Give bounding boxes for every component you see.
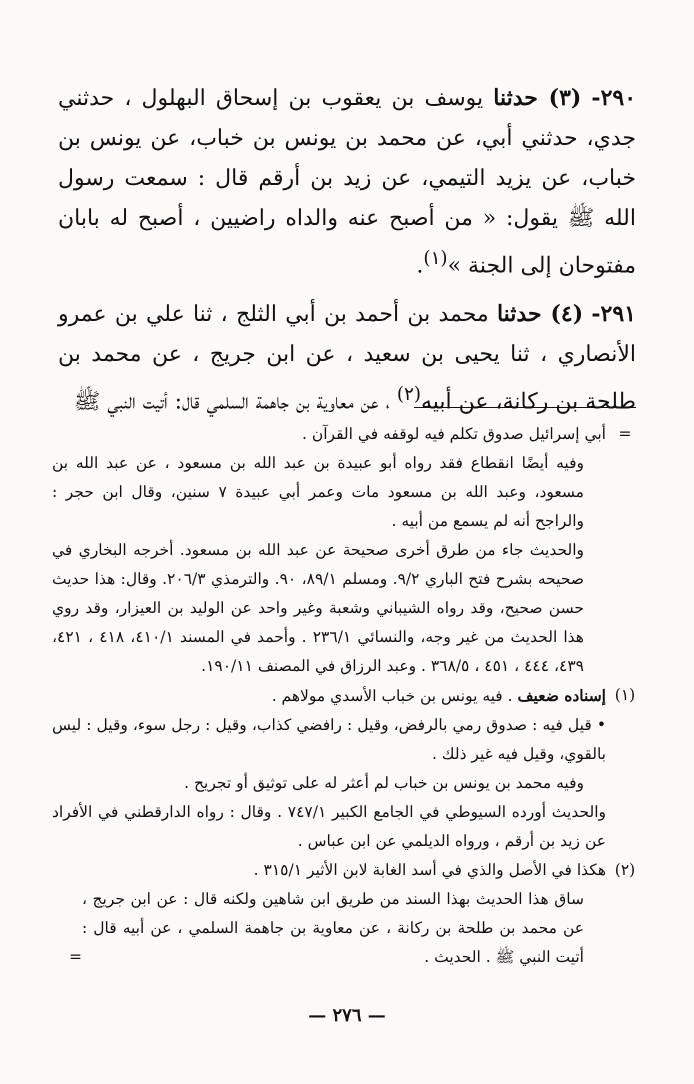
matn-text: « من أصبح عنه والداه راضيين ، أصبح له بابان مفتوحان إلى الجنة » — [58, 206, 636, 279]
footnote-number: (١) — [614, 686, 636, 704]
isnad-text: يوسف بن يعقوب بن إسحاق البهلول ، حدثني جدي، حدثني أبي، عن محمد بن يونس بن خباب، عن يونس بن خباب، عن يزيد التيمي، عن زيد بن أرقم قال : سمعت رسول الله ﷺ يقول: — [58, 86, 637, 231]
footnote-paragraph: وفيه أيضًا انقطاع فقد رواه أبو عبيدة بن عبد الله بن مسعود ، عن عبد الله بن مسعود، وعبد الله بن مسعود مات وعمر أبي عبيدة ٧ سنين، وقال ابن حجر : والراجح أنه لم يسمع من أبيه . — [52, 454, 584, 530]
footnote-ref[interactable]: (١) — [423, 248, 448, 269]
isnad-text: ، عن معاوية بن جاهمة السلمي قال: أتيت النبي ﷺ — [73, 389, 390, 415]
continuation-mark: = — [69, 948, 82, 966]
footnote-paragraph: والحديث جاء من طرق أخرى صحيحة عن عبد الله بن مسعود. أخرجه البخاري في صحيحه بشرح فتح الباري ٩/٢. ومسلم ٨٩/١، ٩٠. والترمذي ٢٠٦/٣. وقال: هذا حديث حسن صحيح، وقد رواه الشيباني وشعبة وغير واحد عن الوليد بن العيزار، وقد روي هذا الحديث من غير وجه، والنسائي ٢٣٦/١ . وأحمد في المسند ٤١٠/١، ٤١٨ ، ٤٢١، ٤٣٩، ٤٤٤ ، ٤٥١ ، ٣٦٨/٥ . وعبد الرزاق في المصنف ١٩٠/١١. — [52, 541, 584, 675]
bullet-icon: • — [596, 716, 606, 734]
footnote-paragraph: وفيه محمد بن يونس بن خباب لم أعثر له على توثيق أو تجريح . — [184, 774, 584, 792]
footnote-separator — [414, 407, 636, 408]
footnote-line — [52, 681, 606, 711]
footnote-text: . فيه يونس بن خباب الأسدي مولاهم . — [271, 687, 513, 705]
hadith-number: ٢٩١- — [591, 301, 636, 328]
footnote-line: أبي إسرائيل صدوق تكلم فيه لوقفه في القرآن . — [301, 425, 606, 443]
footnote-number: (٢) — [614, 861, 636, 879]
footnote-continuation — [52, 420, 644, 681]
footnote-line: هكذا في الأصل والذي في أسد الغابة لابن الأثير ٣١٥/١ . — [253, 861, 606, 879]
hadith-opener: (٤) حدثنا — [496, 301, 584, 328]
continuation-mark: = — [618, 425, 632, 443]
hadith-290: ٢٩٠- (٣) حدثنا يوسف بن يعقوب بن إسحاق البهلول ، حدثني جدي، حدثني أبي، عن محمد بن يونس بن خباب، عن يونس بن خباب، عن يزيد التيمي، عن زيد بن أرقم قال : سمعت رسول الله ﷺ يقول: « من أصبح عنه والداه راضيين ، أصبح له بابان مفتوحان إلى الجنة »$^{(١)}$. — [58, 85, 637, 279]
footnote-1 — [52, 681, 644, 856]
grading-label: إسناده ضعيف — [517, 686, 606, 705]
hadith-number: ٢٩٠- — [591, 85, 637, 111]
footnote-paragraph-wrap — [52, 885, 606, 972]
footnote-ref[interactable]: (٢) — [396, 384, 421, 406]
hadith-opener: (٣) حدثنا — [493, 85, 582, 111]
page-number: — ٢٧٦ — — [308, 1005, 386, 1026]
footnote-paragraph — [52, 711, 606, 769]
footnotes — [52, 420, 644, 972]
footnote-2 — [52, 856, 644, 972]
hadith-291 — [58, 294, 636, 422]
isnad-text: محمد بن أحمد بن أبي الثلج ، ثنا علي بن عمرو الأنصاري ، ثنا يحيى بن سعيد ، عن ابن جريج ، عن محمد بن طلحة بن ركانة، عن أبيه — [58, 302, 636, 415]
main-text — [58, 78, 636, 423]
footnote-text: قيل فيه : صدوق رمي بالرفض، وقيل : رافضي كذاب، وقيل : رجل سوء، وقيل : ليس بالقوي، وقيل فيه غير ذلك . — [52, 716, 606, 763]
footnote-paragraph: ساق هذا الحديث بهذا السند من طريق ابن شاهين ولكنه قال : عن ابن جريج ، عن محمد بن طلحة بن ركانة ، عن معاوية بن جاهمة السلمي ، عن أبيه قال : أتيت النبي ﷺ . الحديث . — [82, 890, 584, 966]
footnote-paragraph: والحديث أورده السيوطي في الجامع الكبير ٧٤٧/١ . وقال : رواه الدارقطني في الأفراد عن زيد بن أرقم ، ورواه الديلمي عن ابن عباس . — [52, 803, 606, 850]
